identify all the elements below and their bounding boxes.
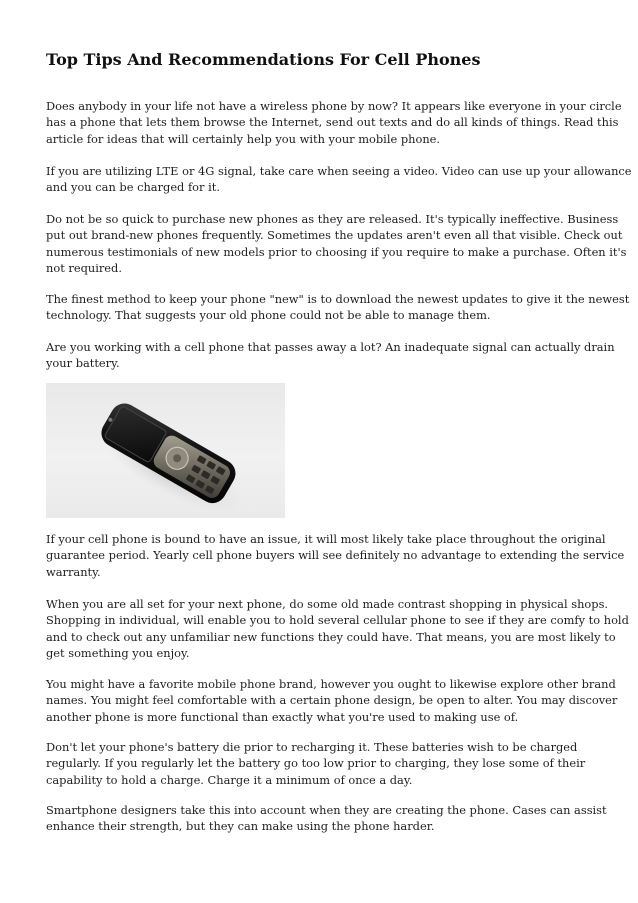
paragraph-new-phones bbox=[46, 211, 627, 276]
text-line: Smartphone designers take this into account when they are creating the phone. Cases can assist bbox=[46, 803, 607, 817]
cell-phone-image bbox=[46, 383, 285, 518]
text-line: not required. bbox=[46, 260, 122, 275]
paragraph-lte-video bbox=[46, 163, 632, 196]
text-line: guarantee period. Yearly cell phone buyers will see definitely no advantage to extending the service bbox=[46, 548, 625, 563]
text-line: has a phone that lets them browse the Internet, send out texts and do all kinds of things. Read this bbox=[46, 115, 619, 130]
text-line: Do not be so quick to purchase new phones as they are released. It's typically ineffective. Business bbox=[46, 212, 619, 226]
text-line: Shopping in individual, will enable you to hold several cellular phone to see if they are comfy to hold bbox=[46, 613, 629, 628]
text-line: and you can be charged for it. bbox=[46, 180, 220, 195]
text-line: When you are all set for your next phone, do some old made contrast shopping in physical shops. bbox=[46, 597, 609, 611]
paragraph-signal bbox=[46, 339, 615, 372]
text-line: Don't let your phone's battery die prior to recharging it. These batteries wish to be charged bbox=[46, 740, 578, 754]
text-line: regularly. If you regularly let the battery go too low prior to charging, they lose some of their bbox=[46, 756, 586, 771]
paragraph-intro bbox=[46, 98, 622, 147]
paragraph-shopping bbox=[46, 596, 629, 661]
text-line: article for ideas that will certainly help you with your mobile phone. bbox=[46, 131, 441, 146]
text-line: You might have a favorite mobile phone brand, however you ought to likewise explore other brand bbox=[46, 677, 616, 691]
paragraph-updates bbox=[46, 291, 630, 324]
text-line: warranty. bbox=[46, 564, 101, 579]
paragraph-brands bbox=[46, 676, 618, 725]
page-title: Top Tips And Recommendations For Cell Phones bbox=[46, 50, 481, 69]
text-line: put out brand-new phones frequently. Sometimes the updates aren't even all that visible. Check out bbox=[46, 228, 623, 243]
text-line: If you are utilizing LTE or 4G signal, take care when seeing a video. Video can use up your allowance bbox=[46, 164, 632, 178]
paragraph-warranty bbox=[46, 531, 625, 580]
text-line: your battery. bbox=[46, 356, 120, 371]
text-line: get something you enjoy. bbox=[46, 645, 190, 660]
cell-phone-photo bbox=[46, 383, 285, 518]
text-line: capability to hold a charge. Charge it a minimum of once a day. bbox=[46, 772, 413, 787]
paragraph-battery bbox=[46, 739, 594, 788]
text-line: names. You might feel comfortable with a certain phone design, be open to alter. You may discover bbox=[46, 693, 618, 708]
text-line: technology. That suggests your old phone could not be able to manage them. bbox=[46, 308, 491, 323]
text-line: Are you working with a cell phone that passes away a lot? An inadequate signal can actually drain bbox=[46, 340, 615, 354]
text-line: The finest method to keep your phone "new" is to download the newest updates to give it the newest bbox=[46, 292, 630, 306]
text-line: and to check out any unfamiliar new functions they could have. That means, you are most likely to bbox=[46, 629, 616, 644]
paragraph-cases bbox=[46, 802, 607, 835]
text-line: enhance their strength, but they can make using the phone harder. bbox=[46, 819, 435, 834]
text-line: If your cell phone is bound to have an issue, it will most likely take place throughout the original bbox=[46, 532, 606, 546]
text-line: Does anybody in your life not have a wireless phone by now? It appears like everyone in your circle bbox=[46, 99, 622, 113]
text-line: another phone is more functional than exactly what you're used to making use of. bbox=[46, 709, 519, 724]
text-line: numerous testimonials of new models prior to choosing if you require to make a purchase. Often it's bbox=[46, 244, 627, 259]
